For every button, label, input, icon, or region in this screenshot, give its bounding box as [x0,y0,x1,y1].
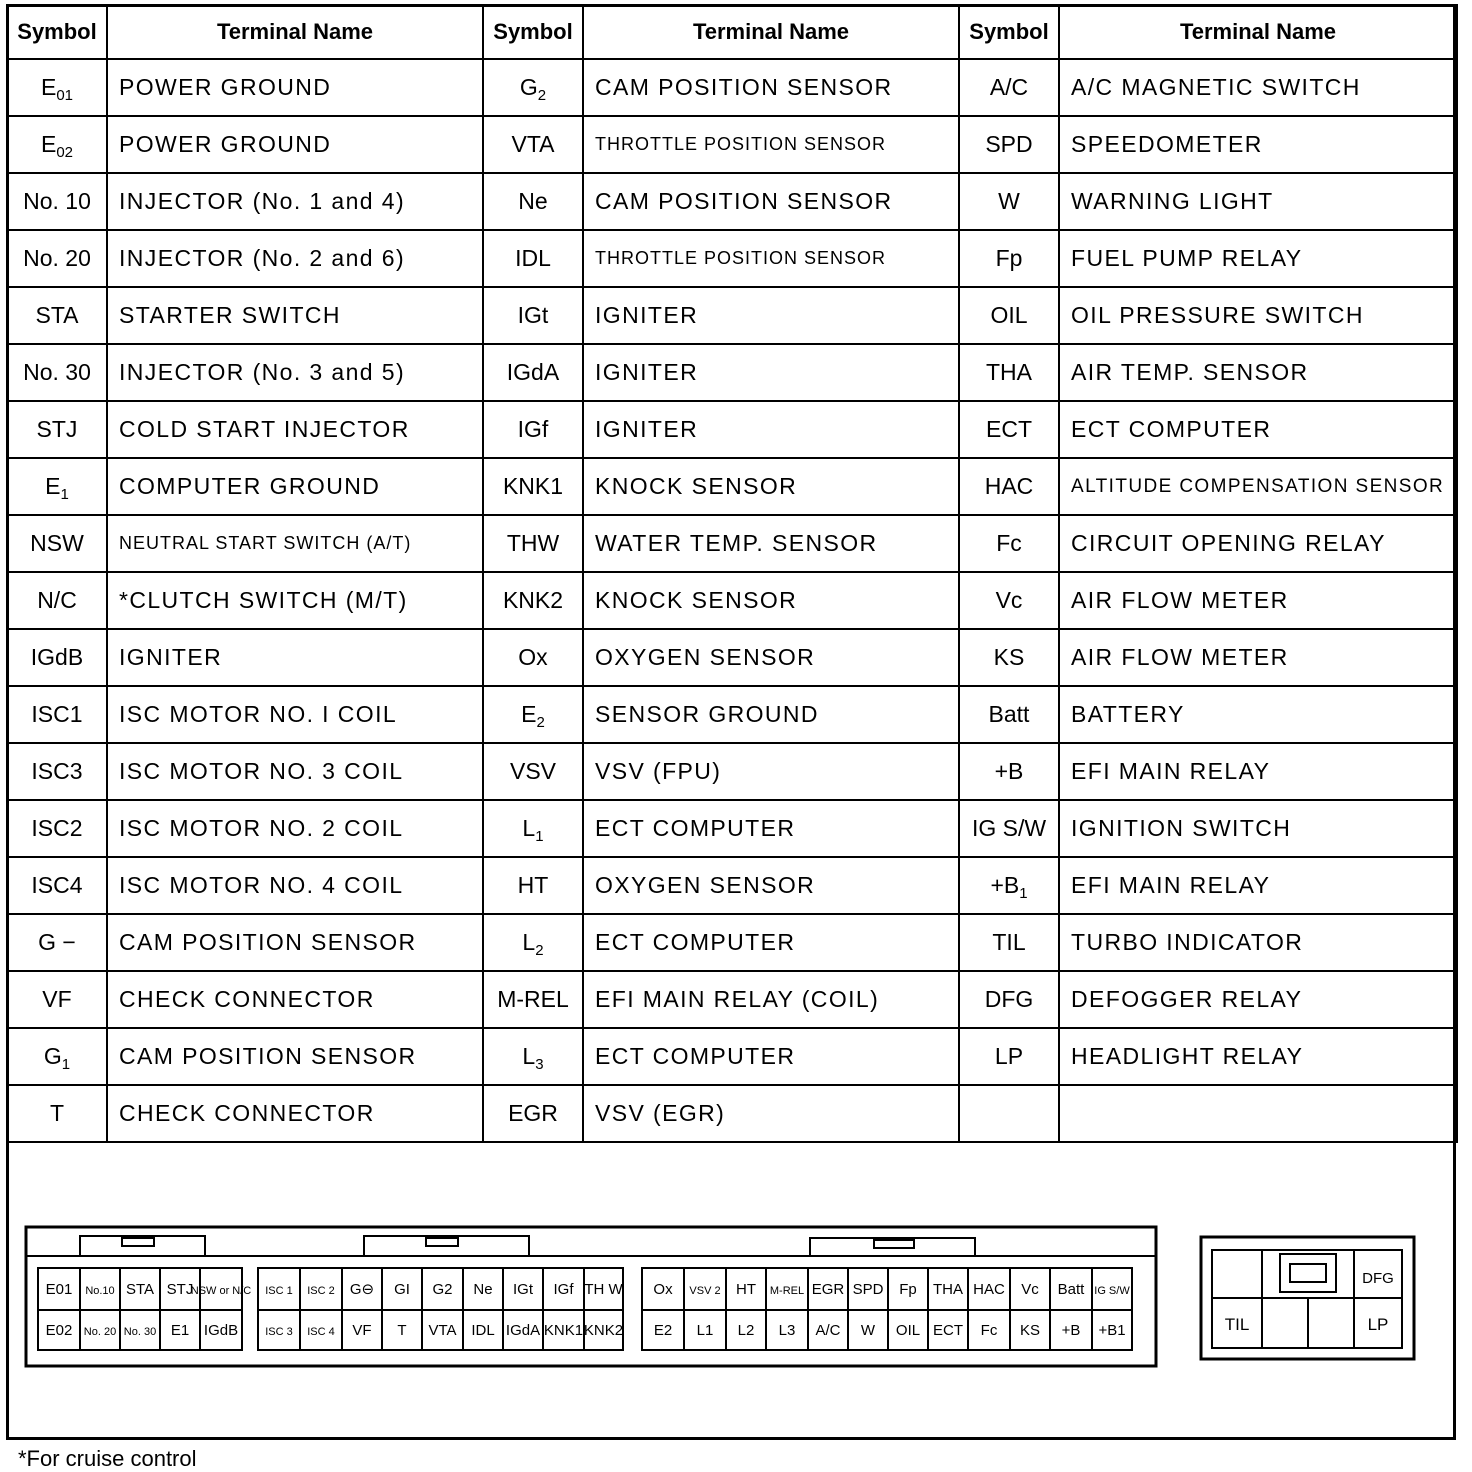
table-row [7,1085,1457,1142]
symbol-cell [7,572,107,629]
symbol-text: M-REL [497,986,569,1012]
symbol-cell [959,686,1059,743]
symbol-subscript: 02 [56,144,74,161]
symbol-cell [483,743,583,800]
table-row [7,800,1457,857]
symbol-cell [959,401,1059,458]
symbol-cell [7,458,107,515]
terminal-name-cell: COMPUTER GROUND [107,458,483,515]
symbol-cell [7,173,107,230]
terminal-name-cell: CIRCUIT OPENING RELAY [1059,515,1457,572]
pin-label: STJ [166,1281,194,1298]
symbol-cell [483,230,583,287]
symbol-cell [7,1085,107,1142]
symbol-text: E [40,131,57,157]
symbol-cell [959,458,1059,515]
terminal-name-cell: CHECK CONNECTOR [107,971,483,1028]
pin-label: HT [736,1281,756,1298]
symbol-cell [959,857,1059,914]
symbol-cell [7,743,107,800]
table-row [7,344,1457,401]
terminal-name-cell [1059,1085,1457,1142]
pin-label: OIL [895,1322,921,1339]
pin-label: L1 [696,1322,714,1339]
terminal-name-cell: IGNITER [583,287,959,344]
pin-label: IG S/W [1094,1285,1130,1297]
terminal-name-cell: ISC MOTOR NO. I COIL [107,686,483,743]
symbol-text: Fc [996,530,1022,556]
pin-label: VSV 2 [689,1285,721,1297]
symbol-subscript: 2 [535,942,544,959]
symbol-text: L [522,929,536,955]
symbol-cell [7,116,107,173]
pin-label: ECT [933,1322,963,1339]
pin-label: +B [1061,1322,1081,1339]
symbol-cell [959,287,1059,344]
table-row [7,401,1457,458]
symbol-cell [7,287,107,344]
symbol-subscript: 1 [60,486,69,503]
symbol-text: ISC1 [31,701,83,727]
table-row [7,971,1457,1028]
symbol-cell [483,1085,583,1142]
terminal-name-cell: AIR FLOW METER [1059,572,1457,629]
terminal-name-header: Terminal Name [107,5,483,59]
pin-label: THA [933,1281,963,1298]
symbol-text: THA [986,359,1032,385]
pin-label: IGdB [203,1322,239,1339]
symbol-text: IDL [515,245,551,271]
symbol-text: KS [993,644,1025,670]
symbol-text: IG S/W [971,815,1047,841]
symbol-cell [483,515,583,572]
symbol-text: G [519,74,538,100]
terminal-name-cell: INJECTOR (No. 1 and 4) [107,173,483,230]
symbol-cell [959,971,1059,1028]
terminal-name-cell: VSV (EGR) [583,1085,959,1142]
symbol-text: G − [38,929,76,955]
symbol-header: Symbol [959,5,1059,59]
pin-label: IGt [512,1281,534,1298]
terminal-name-cell: ECT COMPUTER [583,1028,959,1085]
terminal-name-cell: ECT COMPUTER [583,800,959,857]
symbol-text: HT [517,872,549,898]
symbol-cell [483,629,583,686]
symbol-cell [483,401,583,458]
terminal-name-cell: AIR FLOW METER [1059,629,1457,686]
terminal-name-cell: CAM POSITION SENSOR [583,173,959,230]
pin-label: T [397,1322,407,1339]
pin-label: ISC 4 [307,1326,335,1338]
table-row [7,287,1457,344]
terminal-name-cell: SENSOR GROUND [583,686,959,743]
terminal-name-cell: WARNING LIGHT [1059,173,1457,230]
pin-label: +B1 [1098,1322,1126,1339]
symbol-cell [483,344,583,401]
symbol-cell [959,800,1059,857]
symbol-cell [483,458,583,515]
pin-label: Fc [980,1322,998,1339]
symbol-text: E [40,74,57,100]
pin-label: E02 [45,1322,73,1339]
symbol-text: THW [506,530,560,556]
symbol-text: ISC3 [31,758,83,784]
terminal-name-cell: INJECTOR (No. 3 and 5) [107,344,483,401]
terminal-name-cell: EFI MAIN RELAY [1059,743,1457,800]
symbol-text: W [998,188,1020,214]
table-row [7,1028,1457,1085]
table-header-row [7,5,1457,59]
symbol-text: ECT [986,416,1032,442]
symbol-text: T [49,1100,65,1126]
terminal-name-cell: THROTTLE POSITION SENSOR [583,116,959,173]
symbol-cell [483,857,583,914]
symbol-header: Symbol [7,5,107,59]
symbol-text: ISC2 [31,815,83,841]
table-row [7,629,1457,686]
symbol-cell [7,800,107,857]
terminal-name-header: Terminal Name [583,5,959,59]
table-row [7,230,1457,287]
table-row [7,572,1457,629]
symbol-text: Ne [518,188,548,214]
pin-label: L3 [778,1322,796,1339]
pin-label: L2 [737,1322,755,1339]
pin-label: A/C [815,1322,841,1339]
symbol-text: +B [990,872,1020,898]
symbol-cell [483,800,583,857]
symbol-text: LP [994,1043,1024,1069]
symbol-cell [959,914,1059,971]
pin-label: VTA [428,1322,457,1339]
terminal-name-cell: OXYGEN SENSOR [583,857,959,914]
terminal-name-cell: ALTITUDE COMPENSATION SENSOR [1059,458,1457,515]
terminal-name-cell: ISC MOTOR NO. 4 COIL [107,857,483,914]
symbol-text: IGdB [30,644,84,670]
symbol-cell [7,914,107,971]
pin-label: Ne [473,1281,493,1298]
symbol-text: +B [994,758,1024,784]
pin-label: SPD [852,1281,884,1298]
pin-label: KNK2 [583,1322,624,1339]
table-row [7,515,1457,572]
symbol-text: A/C [989,74,1029,100]
terminal-name-cell: COLD START INJECTOR [107,401,483,458]
terminal-name-cell: CAM POSITION SENSOR [107,1028,483,1085]
symbol-text: E [521,701,537,727]
symbol-cell [483,686,583,743]
pin-label: No. 30 [123,1326,157,1338]
symbol-cell [483,173,583,230]
terminal-name-cell: ECT COMPUTER [583,914,959,971]
symbol-text: STA [35,302,79,328]
symbol-text: Batt [988,701,1030,727]
symbol-cell [7,686,107,743]
terminal-name-cell: SPEEDOMETER [1059,116,1457,173]
symbol-cell [959,230,1059,287]
pin-label: ISC 1 [265,1285,293,1297]
terminal-name-cell: CAM POSITION SENSOR [583,59,959,116]
terminal-name-cell: CAM POSITION SENSOR [107,914,483,971]
terminal-name-header: Terminal Name [1059,5,1457,59]
symbol-cell [959,629,1059,686]
table-row [7,116,1457,173]
symbol-text: E [45,473,61,499]
symbol-cell [483,116,583,173]
symbol-subscript: 1 [535,828,544,845]
symbol-text: No. 20 [23,245,91,271]
terminal-name-cell: ECT COMPUTER [1059,401,1457,458]
terminal-name-cell: THROTTLE POSITION SENSOR [583,230,959,287]
terminal-name-cell: IGNITER [107,629,483,686]
terminal-name-cell: AIR TEMP. SENSOR [1059,344,1457,401]
pin-label: Batt [1057,1281,1085,1298]
table-row [7,914,1457,971]
terminal-name-cell: ISC MOTOR NO. 2 COIL [107,800,483,857]
symbol-text: ISC4 [31,872,83,898]
terminal-name-cell: DEFOGGER RELAY [1059,971,1457,1028]
symbol-cell [7,401,107,458]
symbol-cell [7,857,107,914]
pin-label: E01 [45,1281,73,1298]
symbol-cell [7,1028,107,1085]
symbol-cell [483,914,583,971]
pin-label: W [860,1322,876,1339]
pin-label-til: TIL [1224,1315,1250,1334]
terminal-name-cell: KNOCK SENSOR [583,572,959,629]
pin-label: KS [1019,1322,1041,1339]
symbol-text: OIL [990,302,1028,328]
footnote: *For cruise control [18,1446,197,1471]
pin-label: No.10 [85,1285,115,1297]
symbol-text: Vc [995,587,1023,613]
symbol-subscript: 1 [61,1056,71,1073]
terminal-name-cell: ISC MOTOR NO. 3 COIL [107,743,483,800]
pin-label: NSW or N/C [190,1285,252,1297]
symbol-cell [483,287,583,344]
symbol-cell [483,59,583,116]
symbol-text: N/C [37,587,77,613]
terminal-name-cell: VSV (FPU) [583,743,959,800]
terminal-name-cell: BATTERY [1059,686,1457,743]
pin-label: HAC [973,1281,1005,1298]
symbol-text: NSW [30,530,84,556]
terminal-name-cell: STARTER SWITCH [107,287,483,344]
terminal-name-cell: WATER TEMP. SENSOR [583,515,959,572]
terminal-name-cell: OXYGEN SENSOR [583,629,959,686]
pin-label: IDL [471,1322,495,1339]
symbol-text: DFG [984,986,1034,1012]
terminal-name-cell: NEUTRAL START SWITCH (A/T) [107,515,483,572]
symbol-text: KNK1 [502,473,564,499]
terminal-name-cell: EFI MAIN RELAY [1059,857,1457,914]
symbol-text: STJ [36,416,78,442]
symbol-cell [959,116,1059,173]
terminal-name-cell: CHECK CONNECTOR [107,1085,483,1142]
table-row [7,743,1457,800]
symbol-subscript: 1 [1019,885,1028,902]
pin-label: IGdA [505,1322,541,1339]
pin-label: TH W [584,1281,623,1298]
pin-label: Vc [1021,1281,1039,1298]
table-row [7,857,1457,914]
pin-label: G2 [432,1281,453,1298]
terminal-name-cell: IGNITER [583,401,959,458]
terminal-name-cell: A/C MAGNETIC SWITCH [1059,59,1457,116]
symbol-text: VTA [511,131,555,157]
pin-label: M-REL [769,1285,805,1297]
pin-label: ISC 3 [265,1326,293,1338]
symbol-text: Fp [995,245,1023,271]
table-row [7,173,1457,230]
symbol-cell [959,515,1059,572]
pin-label: Fp [899,1281,917,1298]
symbol-text: VF [42,986,72,1012]
symbol-subscript: 2 [536,714,545,731]
pin-label: No. 20 [83,1326,117,1338]
terminal-name-cell: OIL PRESSURE SWITCH [1059,287,1457,344]
pin-label: E1 [170,1322,190,1339]
pin-label: VF [352,1322,372,1339]
pin-label: Ox [653,1281,673,1298]
symbol-cell [483,971,583,1028]
terminal-name-cell: INJECTOR (No. 2 and 6) [107,230,483,287]
symbol-text: TIL [992,929,1026,955]
symbol-cell [7,230,107,287]
symbol-cell [7,971,107,1028]
terminal-name-cell: KNOCK SENSOR [583,458,959,515]
symbol-cell [7,59,107,116]
symbol-cell [959,1028,1059,1085]
pin-label: GI [394,1281,410,1298]
terminal-name-cell: POWER GROUND [107,116,483,173]
terminal-name-cell: EFI MAIN RELAY (COIL) [583,971,959,1028]
symbol-cell [7,629,107,686]
symbol-text: L [522,1043,536,1069]
symbol-text: G [43,1043,62,1069]
pin-label-dfg: DFG [1362,1270,1394,1287]
symbol-cell [959,572,1059,629]
symbol-cell [483,572,583,629]
symbol-text: IGf [517,416,549,442]
table-row [7,59,1457,116]
symbol-header: Symbol [483,5,583,59]
symbol-text: KNK2 [502,587,564,613]
symbol-cell [959,59,1059,116]
symbol-text: No. 10 [23,188,91,214]
symbol-subscript: 01 [56,87,74,104]
symbol-text: Ox [518,644,548,670]
terminal-name-cell: FUEL PUMP RELAY [1059,230,1457,287]
terminal-name-cell: TURBO INDICATOR [1059,914,1457,971]
symbol-text: IGdA [506,359,560,385]
symbol-cell [959,1085,1059,1142]
pin-label: G⊖ [349,1281,375,1298]
terminal-name-cell: HEADLIGHT RELAY [1059,1028,1457,1085]
symbol-text: SPD [985,131,1033,157]
terminal-name-cell: IGNITER [583,344,959,401]
symbol-cell [7,344,107,401]
symbol-cell [7,515,107,572]
symbol-subscript: 3 [535,1056,544,1073]
symbol-subscript: 2 [537,87,547,104]
terminal-table [6,4,1458,1143]
symbol-text: IGt [517,302,549,328]
symbol-cell [959,743,1059,800]
symbol-text: L [522,815,536,841]
symbol-cell [959,344,1059,401]
symbol-cell [959,173,1059,230]
pin-label: ISC 2 [307,1285,335,1297]
symbol-text: HAC [984,473,1034,499]
pin-label: IGf [553,1281,574,1298]
symbol-text: No. 30 [23,359,91,385]
pin-label: EGR [811,1281,845,1298]
pin-label: E2 [653,1322,673,1339]
table-row [7,686,1457,743]
terminal-name-cell: IGNITION SWITCH [1059,800,1457,857]
symbol-cell [483,1028,583,1085]
symbol-text: EGR [508,1100,558,1126]
terminal-name-cell: POWER GROUND [107,59,483,116]
terminal-name-cell: *CLUTCH SWITCH (M/T) [107,572,483,629]
pin-label: STA [125,1281,155,1298]
pin-label-lp: LP [1367,1315,1389,1334]
pin-label: KNK1 [543,1322,584,1339]
symbol-text: VSV [509,758,557,784]
table-row [7,458,1457,515]
